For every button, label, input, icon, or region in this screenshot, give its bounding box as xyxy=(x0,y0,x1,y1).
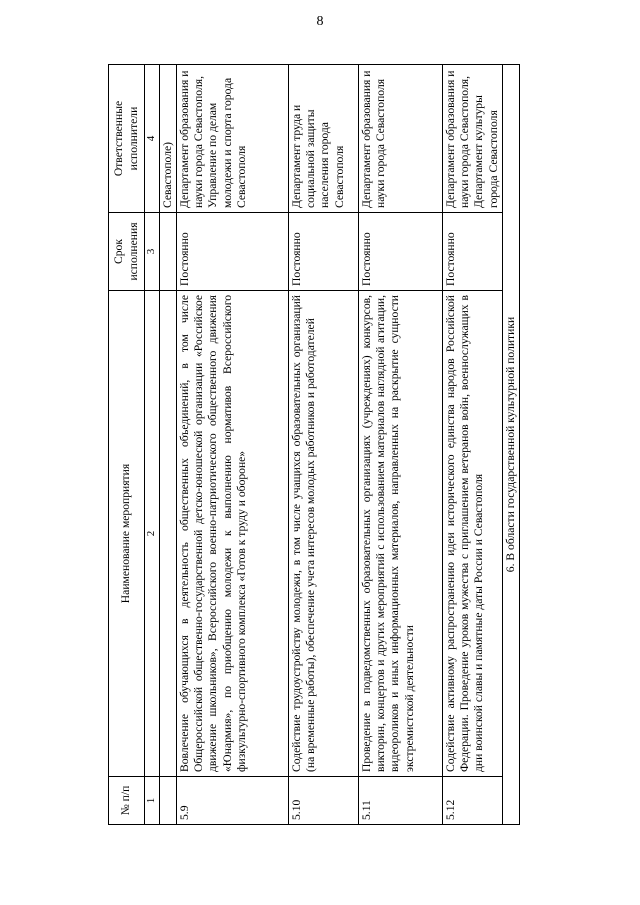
rotated-table-container xyxy=(108,65,518,825)
table-row xyxy=(289,65,359,825)
page-number: 8 xyxy=(316,14,324,29)
row-term: Постоянно xyxy=(289,213,359,291)
row-resp: Департамент образования и науки города Севастополя, Департамент культуры города Севастополя xyxy=(443,65,503,213)
row-term: Постоянно xyxy=(177,213,289,291)
continuation-resp: Севастополе) xyxy=(160,65,177,213)
row-resp: Департамент образования и науки города Севастополя, Управление по делам молодежи и спорта города Севастополя xyxy=(177,65,289,213)
measures-table xyxy=(108,64,520,825)
row-term: Постоянно xyxy=(443,213,503,291)
header-num: № п/п xyxy=(109,777,145,825)
column-number-row xyxy=(145,65,160,825)
empty-cell xyxy=(160,777,177,825)
header-row xyxy=(109,65,145,825)
col-number: 1 xyxy=(145,777,160,825)
row-number: 5.11 xyxy=(359,777,443,825)
empty-cell xyxy=(160,213,177,291)
row-name: Проведение в подведомственных образовательных организациях (учреждениях) конкурсов, викторин, концертов и других мероприятий с использованием материалов наглядной агитации, видеороликов и иных информационных материалов, направленных на раскрытие сущности экстремистской деятельности xyxy=(359,291,443,777)
row-term: Постоянно xyxy=(359,213,443,291)
col-number: 4 xyxy=(145,65,160,213)
row-resp: Департамент образования и науки города Севастополя xyxy=(359,65,443,213)
row-name: Содействие активному распространению идеи исторического единства народов Российской Федерации. Проведение уроков мужества с приглашением ветеранов войн, военнослужащих в дни воинской славы и памятные даты России и Севастополя xyxy=(443,291,503,777)
col-number: 2 xyxy=(145,291,160,777)
header-resp: Ответственные исполнители xyxy=(109,65,145,213)
row-name: Содействие трудоустройству молодежи, в том числе учащихся образовательных организаций (на временные работы), обеспечение учета интересов молодых работников и работодателей xyxy=(289,291,359,777)
row-name: Вовлечение обучающихся в деятельность общественных объединений, в том числе Общероссийской общественно-государственной детско-юношеской организации «Российское движение школьников», Всероссийского военно-патриотического общественного движения «Юнармия», по приобщению молодежи к выполнению нормативов Всероссийского физкультурно-спортивного комплекса «Готов к труду и обороне» xyxy=(177,291,289,777)
row-number: 5.12 xyxy=(443,777,503,825)
col-number: 3 xyxy=(145,213,160,291)
continuation-row xyxy=(160,65,177,825)
empty-cell xyxy=(160,291,177,777)
table-row xyxy=(359,65,443,825)
table-row xyxy=(177,65,289,825)
row-resp: Департамент труда и социальной защиты населения города Севастополя xyxy=(289,65,359,213)
row-number: 5.9 xyxy=(177,777,289,825)
header-name: Наименование мероприятия xyxy=(109,291,145,777)
section-row xyxy=(503,65,520,825)
table-row xyxy=(443,65,503,825)
row-number: 5.10 xyxy=(289,777,359,825)
section-title: 6. В области государственной культурной политики xyxy=(503,65,520,825)
header-term: Срок исполнения xyxy=(109,213,145,291)
